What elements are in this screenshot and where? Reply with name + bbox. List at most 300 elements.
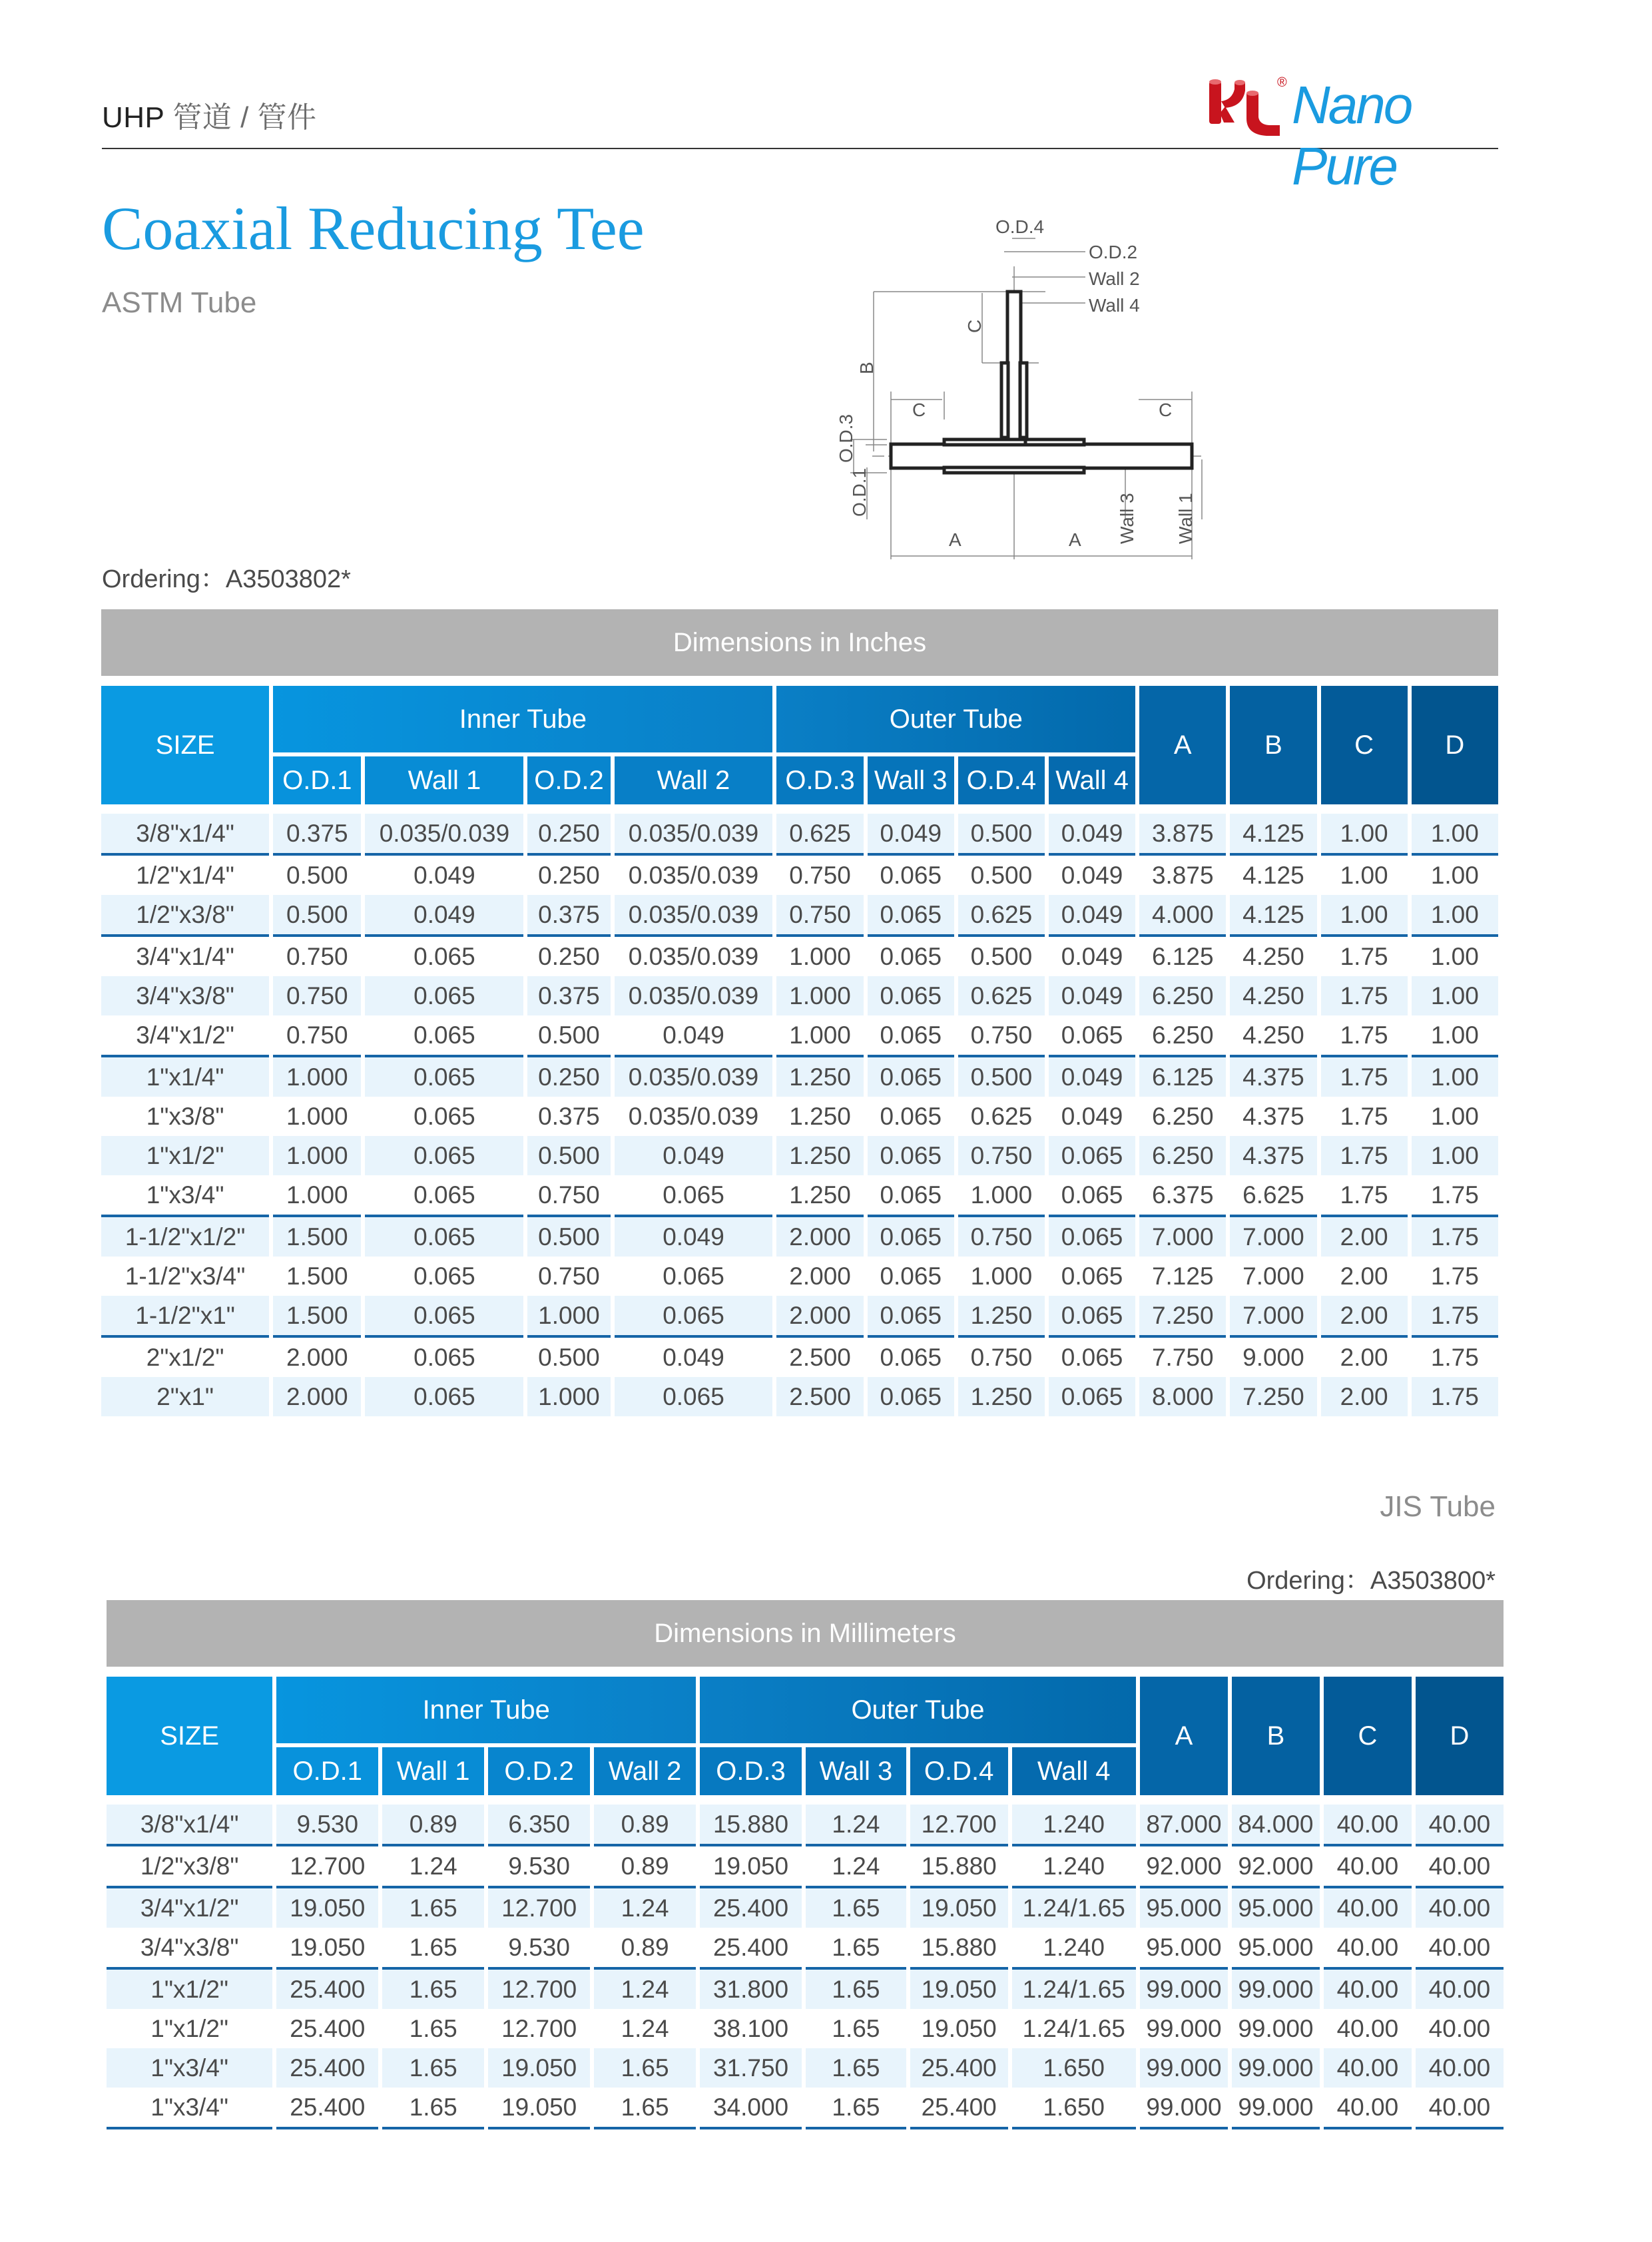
value-cell: 1.000 (527, 1296, 610, 1338)
value-cell: 0.065 (365, 1136, 523, 1175)
value-cell: 4.250 (1242, 942, 1304, 970)
value-cell: 0.89 (594, 1846, 696, 1888)
size-cell: 1-1/2"x1" (101, 1296, 269, 1338)
value-cell: 0.065 (868, 976, 954, 1015)
col-od4: O.D.4 (958, 752, 1045, 804)
size-cell: 1/2"x1/4" (136, 861, 234, 889)
value-cell: 1.65 (806, 1928, 906, 1970)
value-cell: 0.065 (365, 1296, 523, 1338)
value-cell: 0.035/0.039 (628, 1102, 759, 1130)
value-cell: 19.050 (921, 2014, 997, 2042)
value-cell: 0.065 (880, 1343, 942, 1371)
table-row (101, 856, 1498, 895)
value-cell: 0.049 (868, 804, 954, 856)
value-cell: 0.049 (1049, 895, 1135, 937)
col-group-outer-tube: Outer Tube (700, 1677, 1136, 1743)
value-cell: 0.500 (527, 1136, 610, 1175)
value-cell: 1.240 (1012, 1928, 1136, 1970)
value-cell: 2.000 (273, 1377, 361, 1416)
size-cell: 1"x3/4" (101, 1175, 269, 1217)
value-cell: 0.065 (1049, 1217, 1135, 1257)
size-cell: 1/2"x3/8" (107, 1846, 272, 1888)
value-cell: 19.050 (276, 1928, 378, 1970)
value-cell: 1.250 (789, 1102, 851, 1130)
table-row (107, 1795, 1504, 1846)
value-cell: 0.375 (527, 976, 610, 1015)
value-cell: 0.065 (365, 1217, 523, 1257)
value-cell: 0.500 (538, 1343, 600, 1371)
value-cell: 40.00 (1416, 1846, 1504, 1888)
table-row (101, 937, 1498, 976)
value-cell: 99.000 (1232, 2048, 1320, 2088)
value-cell: 1.24/1.65 (1022, 2014, 1125, 2042)
value-cell: 1.000 (776, 1015, 863, 1057)
value-cell: 19.050 (488, 2048, 590, 2088)
table-row (101, 1257, 1498, 1296)
value-cell: 1.65 (594, 2048, 696, 2088)
value-cell: 0.035/0.039 (365, 804, 523, 856)
value-cell: 1.75 (1321, 1136, 1408, 1175)
value-cell: 25.400 (276, 2088, 378, 2129)
table-row (101, 976, 1498, 1015)
value-cell: 0.065 (413, 1102, 475, 1130)
size-cell: 1"x3/4" (107, 2048, 272, 2088)
value-cell: 15.880 (700, 1795, 802, 1846)
value-cell: 0.035/0.039 (615, 976, 773, 1015)
value-cell: 1.65 (806, 2048, 906, 2088)
value-cell: 25.400 (910, 2048, 1008, 2088)
value-cell: 12.700 (488, 1970, 590, 2009)
value-cell: 40.00 (1416, 2088, 1504, 2129)
value-cell: 1.75 (1412, 1296, 1498, 1338)
size-cell: 3/4"x3/8" (107, 1928, 272, 1970)
value-cell: 0.750 (958, 1217, 1045, 1257)
value-cell: 0.750 (273, 1015, 361, 1057)
value-cell: 40.00 (1428, 2014, 1491, 2042)
value-cell: 99.000 (1232, 2088, 1320, 2129)
value-cell: 1.00 (1412, 895, 1498, 937)
brand-name: Nano Pure (1292, 75, 1412, 196)
value-cell: 0.065 (880, 1262, 942, 1290)
value-cell: 9.530 (276, 1795, 378, 1846)
value-cell: 0.035/0.039 (615, 804, 773, 856)
value-cell: 1.24/1.65 (1012, 1888, 1136, 1928)
value-cell: 0.049 (1061, 861, 1123, 889)
size-cell: 3/4"x1/2" (107, 1888, 272, 1928)
value-cell: 1.00 (1412, 1057, 1498, 1097)
value-cell: 1.00 (1321, 804, 1408, 856)
size-cell: 1"x1/2" (101, 1136, 269, 1175)
value-cell: 0.065 (1049, 1296, 1135, 1338)
value-cell: 1.650 (1012, 2048, 1136, 2088)
value-cell: 1.000 (286, 1102, 348, 1130)
value-cell: 12.700 (276, 1846, 378, 1888)
value-cell: 19.050 (700, 1846, 802, 1888)
value-cell: 2.500 (776, 1377, 863, 1416)
value-cell: 1.65 (382, 1888, 484, 1928)
value-cell: 1.650 (1012, 2088, 1136, 2129)
value-cell: 2.00 (1321, 1217, 1408, 1257)
value-cell: 0.500 (273, 895, 361, 937)
value-cell: 6.350 (488, 1795, 590, 1846)
value-cell: 1.75 (1412, 1377, 1498, 1416)
value-cell: 1.000 (970, 1262, 1033, 1290)
size-cell: 1/2"x3/8" (101, 895, 269, 937)
size-cell: 3/8"x1/4" (107, 1795, 272, 1846)
col-wall3: Wall 3 (868, 752, 954, 804)
inches-table-body (101, 804, 1498, 1416)
value-cell: 95.000 (1232, 1928, 1320, 1970)
value-cell: 1.00 (1430, 1102, 1479, 1130)
value-cell: 1.00 (1412, 1136, 1498, 1175)
size-cell: 3/8"x1/4" (101, 804, 269, 856)
value-cell: 0.065 (880, 861, 942, 889)
value-cell: 1.240 (1012, 1846, 1136, 1888)
value-cell: 12.700 (910, 1795, 1008, 1846)
table-row (101, 1175, 1498, 1217)
ordering-code: A3503800* (1370, 1567, 1496, 1595)
value-cell: 1.000 (789, 942, 851, 970)
value-cell: 40.00 (1416, 2048, 1504, 2088)
value-cell: 0.065 (1061, 1343, 1123, 1371)
value-cell: 0.500 (527, 1217, 610, 1257)
value-cell: 0.065 (1049, 1015, 1135, 1057)
svg-text:O.D.4: O.D.4 (995, 216, 1045, 237)
value-cell: 9.530 (488, 1846, 590, 1888)
table-row (101, 1217, 1498, 1257)
value-cell: 2.000 (789, 1262, 851, 1290)
value-cell: 1.24 (621, 2014, 669, 2042)
ordering-code: A3503802* (225, 565, 351, 593)
value-cell: 40.00 (1324, 2048, 1412, 2088)
col-wall4: Wall 4 (1012, 1743, 1136, 1795)
col-group-outer-tube: Outer Tube (776, 686, 1135, 752)
size-cell: 1"x1/2" (107, 1970, 272, 2009)
value-cell: 1.75 (1430, 1343, 1479, 1371)
value-cell: 7.125 (1151, 1262, 1214, 1290)
value-cell: 1.00 (1412, 804, 1498, 856)
value-cell: 0.500 (958, 1057, 1045, 1097)
value-cell: 1.250 (776, 1057, 863, 1097)
section-heading (102, 93, 317, 136)
value-cell: 9.530 (488, 1928, 590, 1970)
value-cell: 7.000 (1242, 1262, 1304, 1290)
value-cell: 0.250 (538, 861, 600, 889)
col-od1: O.D.1 (273, 752, 361, 804)
value-cell: 0.625 (776, 804, 863, 856)
value-cell: 84.000 (1232, 1795, 1320, 1846)
value-cell: 0.065 (615, 1175, 773, 1217)
value-cell: 87.000 (1140, 1795, 1228, 1846)
value-cell: 1.240 (1012, 1795, 1136, 1846)
value-cell: 1.75 (1321, 976, 1408, 1015)
table-row (107, 2048, 1504, 2088)
value-cell: 0.250 (527, 804, 610, 856)
value-cell: 1.75 (1321, 1015, 1408, 1057)
value-cell: 1.65 (594, 2088, 696, 2129)
value-cell: 0.065 (1049, 1175, 1135, 1217)
value-cell: 1.000 (273, 1057, 361, 1097)
col-wall4: Wall 4 (1049, 752, 1135, 804)
value-cell: 0.375 (273, 804, 361, 856)
value-cell: 12.700 (501, 2014, 577, 2042)
value-cell: 99.000 (1232, 1970, 1320, 2009)
svg-text:Wall 4: Wall 4 (1089, 295, 1140, 316)
section-heading-cn: 管道 / 管件 (172, 101, 317, 134)
value-cell: 2.00 (1321, 1377, 1408, 1416)
col-a: A (1140, 1677, 1228, 1795)
value-cell: 1.24 (806, 1795, 906, 1846)
value-cell: 0.625 (958, 976, 1045, 1015)
value-cell: 40.00 (1324, 1795, 1412, 1846)
value-cell: 0.065 (1049, 1136, 1135, 1175)
value-cell: 40.00 (1416, 1888, 1504, 1928)
value-cell: 0.750 (273, 976, 361, 1015)
value-cell: 4.375 (1242, 1102, 1304, 1130)
size-cell: 3/4"x1/4" (136, 942, 234, 970)
value-cell: 7.000 (1230, 1217, 1316, 1257)
size-cell: 1"x1/2" (150, 2014, 229, 2042)
value-cell: 0.500 (527, 1015, 610, 1057)
table-row (101, 1377, 1498, 1416)
svg-text:Wall 3: Wall 3 (1117, 493, 1137, 544)
value-cell: 99.000 (1140, 2048, 1228, 2088)
size-cell: 1"x3/8" (146, 1102, 224, 1130)
value-cell: 0.750 (970, 1343, 1033, 1371)
value-cell: 2.00 (1340, 1343, 1388, 1371)
value-cell: 1.250 (776, 1136, 863, 1175)
table-row (101, 1136, 1498, 1175)
col-c: C (1324, 1677, 1412, 1795)
value-cell: 40.00 (1324, 2088, 1412, 2129)
jis-subtitle: JIS Tube (1380, 1490, 1496, 1523)
value-cell: 0.049 (1049, 804, 1135, 856)
size-cell: 3/4"x1/2" (101, 1015, 269, 1057)
astm-ordering-code (102, 558, 351, 595)
value-cell: 1.24 (382, 1846, 484, 1888)
value-cell: 25.400 (700, 1888, 802, 1928)
value-cell: 4.125 (1230, 895, 1316, 937)
col-wall2: Wall 2 (615, 752, 773, 804)
value-cell: 2.00 (1340, 1262, 1388, 1290)
table-row (107, 1928, 1504, 1970)
size-cell: 3/4"x3/8" (101, 976, 269, 1015)
size-cell: 1"x1/4" (101, 1057, 269, 1097)
value-cell: 0.500 (958, 804, 1045, 856)
value-cell: 0.750 (958, 1136, 1045, 1175)
size-cell: 1-1/2"x1/2" (101, 1217, 269, 1257)
svg-text:C: C (964, 319, 985, 333)
value-cell: 4.250 (1230, 976, 1316, 1015)
value-cell: 1.65 (382, 2048, 484, 2088)
value-cell: 1.250 (958, 1296, 1045, 1338)
value-cell: 0.049 (615, 1015, 773, 1057)
value-cell: 1.65 (832, 2014, 880, 2042)
value-cell: 0.049 (365, 895, 523, 937)
col-od4: O.D.4 (910, 1743, 1008, 1795)
value-cell: 1.24 (594, 1888, 696, 1928)
svg-text:A: A (1069, 529, 1081, 550)
value-cell: 0.065 (615, 1296, 773, 1338)
value-cell: 0.500 (970, 861, 1033, 889)
mm-table-body (107, 1795, 1504, 2129)
value-cell: 1.000 (273, 1136, 361, 1175)
value-cell: 1.75 (1340, 942, 1388, 970)
value-cell: 3.875 (1151, 861, 1214, 889)
value-cell: 0.065 (1061, 1262, 1123, 1290)
value-cell: 0.065 (365, 1057, 523, 1097)
value-cell: 40.00 (1416, 1970, 1504, 2009)
value-cell: 1.75 (1412, 1217, 1498, 1257)
page-title: Coaxial Reducing Tee (102, 194, 645, 262)
value-cell: 0.625 (958, 895, 1045, 937)
value-cell: 1.500 (273, 1217, 361, 1257)
value-cell: 0.065 (868, 1217, 954, 1257)
table-row (101, 1338, 1498, 1377)
value-cell: 1.000 (958, 1175, 1045, 1217)
value-cell: 0.035/0.039 (628, 861, 759, 889)
value-cell: 40.00 (1416, 1928, 1504, 1970)
value-cell: 19.050 (910, 1888, 1008, 1928)
value-cell: 0.065 (868, 1377, 954, 1416)
col-group-inner-tube: Inner Tube (276, 1677, 696, 1743)
value-cell: 0.750 (286, 942, 348, 970)
value-cell: 1.65 (382, 1928, 484, 1970)
value-cell: 40.00 (1324, 1928, 1412, 1970)
value-cell: 0.065 (868, 1136, 954, 1175)
value-cell: 9.000 (1242, 1343, 1304, 1371)
value-cell: 1.65 (382, 1970, 484, 2009)
value-cell: 0.065 (365, 1377, 523, 1416)
value-cell: 7.000 (1230, 1296, 1316, 1338)
svg-text:Wall 2: Wall 2 (1089, 268, 1140, 289)
value-cell: 0.065 (615, 1377, 773, 1416)
value-cell: 7.000 (1139, 1217, 1226, 1257)
value-cell: 8.000 (1139, 1377, 1226, 1416)
value-cell: 31.800 (700, 1970, 802, 2009)
value-cell: 2.000 (776, 1217, 863, 1257)
value-cell: 99.000 (1238, 2014, 1314, 2042)
svg-text:O.D.1: O.D.1 (849, 467, 870, 517)
value-cell: 0.035/0.039 (615, 1057, 773, 1097)
value-cell: 0.049 (1049, 1057, 1135, 1097)
inches-table-caption: Dimensions in Inches (101, 609, 1498, 676)
value-cell: 0.375 (538, 1102, 600, 1130)
value-cell: 0.750 (527, 1175, 610, 1217)
astm-subtitle: ASTM Tube (102, 286, 257, 319)
col-d: D (1412, 686, 1498, 804)
value-cell: 1.65 (806, 1970, 906, 2009)
value-cell: 1.500 (273, 1296, 361, 1338)
value-cell: 25.400 (700, 1928, 802, 1970)
value-cell: 0.065 (868, 895, 954, 937)
table-row (101, 1015, 1498, 1057)
value-cell: 1.00 (1430, 942, 1479, 970)
col-c: C (1321, 686, 1408, 804)
value-cell: 95.000 (1140, 1888, 1228, 1928)
ordering-label: Ordering： (1246, 1567, 1370, 1595)
value-cell: 1.75 (1321, 1057, 1408, 1097)
value-cell: 0.250 (527, 1057, 610, 1097)
size-cell: 2"x1/2" (146, 1343, 224, 1371)
svg-text:Wall 1: Wall 1 (1175, 493, 1196, 544)
value-cell: 15.880 (910, 1846, 1008, 1888)
value-cell: 1.75 (1412, 1175, 1498, 1217)
value-cell: 4.125 (1242, 861, 1304, 889)
value-cell: 1.250 (958, 1377, 1045, 1416)
value-cell: 0.049 (1061, 1102, 1123, 1130)
value-cell: 6.125 (1151, 942, 1214, 970)
value-cell: 40.00 (1324, 1970, 1412, 2009)
value-cell: 0.065 (365, 1175, 523, 1217)
svg-text:®: ® (1277, 75, 1287, 90)
value-cell: 40.00 (1324, 1888, 1412, 1928)
value-cell: 0.065 (413, 942, 475, 970)
coaxial-tee-diagram (832, 200, 1378, 593)
value-cell: 0.065 (880, 942, 942, 970)
value-cell: 7.750 (1151, 1343, 1214, 1371)
value-cell: 6.250 (1139, 1136, 1226, 1175)
value-cell: 1.65 (806, 2088, 906, 2129)
table-row (107, 2009, 1504, 2048)
value-cell: 99.000 (1146, 2014, 1222, 2042)
value-cell: 1.000 (527, 1377, 610, 1416)
svg-text:C: C (912, 400, 926, 420)
col-od1: O.D.1 (276, 1743, 378, 1795)
value-cell: 0.049 (1049, 976, 1135, 1015)
value-cell: 0.500 (970, 942, 1033, 970)
value-cell: 0.065 (868, 1175, 954, 1217)
value-cell: 0.049 (663, 1343, 724, 1371)
value-cell: 1.00 (1412, 1015, 1498, 1057)
value-cell: 0.375 (527, 895, 610, 937)
value-cell: 0.065 (880, 1102, 942, 1130)
mm-dimension-table (103, 1677, 1508, 2129)
value-cell: 6.375 (1139, 1175, 1226, 1217)
col-a: A (1139, 686, 1226, 804)
value-cell: 19.050 (488, 2088, 590, 2129)
inches-dimension-table (97, 686, 1502, 1416)
table-row (101, 895, 1498, 937)
value-cell: 1.000 (273, 1175, 361, 1217)
value-cell: 25.400 (276, 1970, 378, 2009)
table-row (107, 1970, 1504, 2009)
size-cell: 1-1/2"x3/4" (125, 1262, 246, 1290)
value-cell: 95.000 (1140, 1928, 1228, 1970)
value-cell: 0.750 (789, 861, 851, 889)
value-cell: 0.89 (382, 1795, 484, 1846)
col-b: B (1230, 686, 1316, 804)
value-cell: 38.100 (712, 2014, 789, 2042)
value-cell: 99.000 (1140, 2088, 1228, 2129)
value-cell: 0.89 (594, 1795, 696, 1846)
table-row (101, 1057, 1498, 1097)
size-cell: 2"x1" (101, 1377, 269, 1416)
value-cell: 19.050 (910, 1970, 1008, 2009)
value-cell: 92.000 (1140, 1846, 1228, 1888)
svg-text:A: A (949, 529, 962, 550)
value-cell: 7.250 (1230, 1377, 1316, 1416)
value-cell: 6.250 (1139, 976, 1226, 1015)
table-row (101, 1296, 1498, 1338)
value-cell: 6.625 (1230, 1175, 1316, 1217)
value-cell: 0.065 (365, 976, 523, 1015)
header-divider (102, 148, 1498, 149)
value-cell: 2.000 (286, 1343, 348, 1371)
value-cell: 0.035/0.039 (628, 942, 759, 970)
value-cell: 4.125 (1230, 804, 1316, 856)
value-cell: 0.250 (538, 942, 600, 970)
